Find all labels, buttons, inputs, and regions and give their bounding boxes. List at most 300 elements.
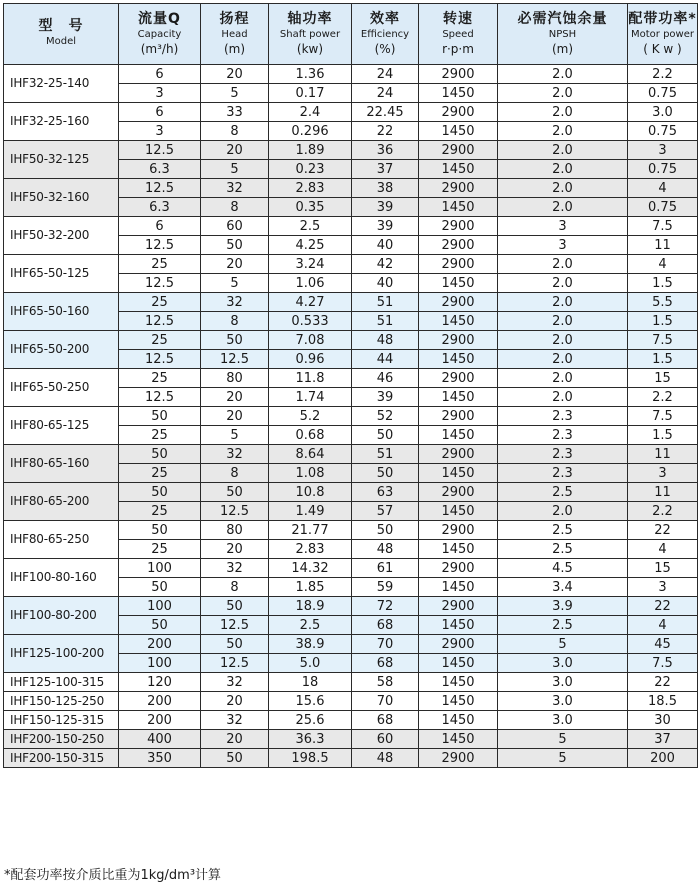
motor-power-cell: 22	[628, 521, 698, 540]
head-cell: 20	[201, 65, 269, 84]
capacity-cell: 12.5	[119, 312, 201, 331]
table-row	[4, 730, 698, 749]
header-shaft-power	[269, 4, 352, 65]
model-cell: IHF100-80-160	[4, 559, 119, 597]
speed-cell: 2900	[419, 236, 498, 255]
speed-cell: 1450	[419, 388, 498, 407]
efficiency-cell: 46	[352, 369, 419, 388]
head-cell: 80	[201, 521, 269, 540]
speed-cell: 2900	[419, 141, 498, 160]
npsh-cell: 2.0	[498, 350, 628, 369]
head-cell: 20	[201, 407, 269, 426]
model-cell: IHF80-65-125	[4, 407, 119, 445]
header-capacity-unit: (m³/h)	[140, 41, 179, 56]
model-cell: IHF50-32-160	[4, 179, 119, 217]
shaft-power-cell: 1.49	[269, 502, 352, 521]
header-model	[4, 4, 119, 65]
table-row	[4, 597, 698, 616]
head-cell: 12.5	[201, 654, 269, 673]
npsh-cell: 2.0	[498, 160, 628, 179]
speed-cell: 2900	[419, 179, 498, 198]
capacity-cell: 50	[119, 616, 201, 635]
efficiency-cell: 68	[352, 616, 419, 635]
speed-cell: 1450	[419, 692, 498, 711]
motor-power-cell: 3	[628, 464, 698, 483]
motor-power-cell: 3	[628, 578, 698, 597]
shaft-power-cell: 1.36	[269, 65, 352, 84]
head-cell: 5	[201, 84, 269, 103]
capacity-cell: 25	[119, 369, 201, 388]
head-cell: 12.5	[201, 502, 269, 521]
header-efficiency-cn: 效率	[370, 10, 400, 27]
motor-power-cell: 11	[628, 483, 698, 502]
motor-power-cell: 7.5	[628, 331, 698, 350]
motor-power-cell: 2.2	[628, 502, 698, 521]
shaft-power-cell: 0.96	[269, 350, 352, 369]
speed-cell: 1450	[419, 464, 498, 483]
table-row	[4, 407, 698, 426]
npsh-cell: 2.3	[498, 407, 628, 426]
motor-power-cell: 7.5	[628, 217, 698, 236]
model-cell: IHF200-150-315	[4, 749, 119, 768]
capacity-cell: 100	[119, 559, 201, 578]
efficiency-cell: 24	[352, 84, 419, 103]
speed-cell: 2900	[419, 103, 498, 122]
head-cell: 20	[201, 141, 269, 160]
header-model-en: Model	[45, 36, 77, 47]
efficiency-cell: 57	[352, 502, 419, 521]
shaft-power-cell: 21.77	[269, 521, 352, 540]
npsh-cell: 2.0	[498, 388, 628, 407]
capacity-cell: 6.3	[119, 160, 201, 179]
header-efficiency	[352, 4, 419, 65]
efficiency-cell: 50	[352, 426, 419, 445]
motor-power-cell: 7.5	[628, 654, 698, 673]
head-cell: 50	[201, 597, 269, 616]
capacity-cell: 50	[119, 578, 201, 597]
motor-power-cell: 2.2	[628, 388, 698, 407]
capacity-cell: 25	[119, 293, 201, 312]
motor-power-cell: 18.5	[628, 692, 698, 711]
head-cell: 5	[201, 160, 269, 179]
header-speed-unit: r·p·m	[442, 41, 474, 56]
npsh-cell: 2.3	[498, 464, 628, 483]
header-speed	[419, 4, 498, 65]
table-row	[4, 369, 698, 388]
speed-cell: 1450	[419, 312, 498, 331]
efficiency-cell: 36	[352, 141, 419, 160]
efficiency-cell: 24	[352, 65, 419, 84]
motor-power-cell: 37	[628, 730, 698, 749]
capacity-cell: 200	[119, 692, 201, 711]
efficiency-cell: 48	[352, 331, 419, 350]
header-capacity-cn: 流量Q	[138, 10, 181, 27]
efficiency-cell: 72	[352, 597, 419, 616]
model-cell: IHF80-65-250	[4, 521, 119, 559]
head-cell: 50	[201, 635, 269, 654]
npsh-cell: 2.0	[498, 179, 628, 198]
efficiency-cell: 61	[352, 559, 419, 578]
shaft-power-cell: 1.06	[269, 274, 352, 293]
header-shaft-power-en: Shaft power	[279, 28, 341, 40]
shaft-power-cell: 14.32	[269, 559, 352, 578]
speed-cell: 1450	[419, 616, 498, 635]
motor-power-cell: 45	[628, 635, 698, 654]
header-head-cn: 扬程	[219, 10, 250, 27]
motor-power-cell: 0.75	[628, 122, 698, 141]
npsh-cell: 2.0	[498, 369, 628, 388]
capacity-cell: 12.5	[119, 179, 201, 198]
model-cell: IHF50-32-200	[4, 217, 119, 255]
shaft-power-cell: 1.08	[269, 464, 352, 483]
efficiency-cell: 40	[352, 274, 419, 293]
head-cell: 20	[201, 730, 269, 749]
efficiency-cell: 51	[352, 312, 419, 331]
shaft-power-cell: 2.4	[269, 103, 352, 122]
speed-cell: 2900	[419, 521, 498, 540]
npsh-cell: 5	[498, 730, 628, 749]
head-cell: 12.5	[201, 350, 269, 369]
pump-spec-table	[3, 3, 698, 768]
header-capacity	[119, 4, 201, 65]
header-head-en: Head	[221, 28, 248, 40]
shaft-power-cell: 18	[269, 673, 352, 692]
npsh-cell: 2.5	[498, 540, 628, 559]
motor-power-cell: 1.5	[628, 312, 698, 331]
shaft-power-cell: 7.08	[269, 331, 352, 350]
npsh-cell: 2.5	[498, 616, 628, 635]
model-cell: IHF80-65-200	[4, 483, 119, 521]
speed-cell: 1450	[419, 730, 498, 749]
model-cell: IHF65-50-125	[4, 255, 119, 293]
speed-cell: 1450	[419, 711, 498, 730]
capacity-cell: 50	[119, 483, 201, 502]
head-cell: 5	[201, 274, 269, 293]
speed-cell: 1450	[419, 350, 498, 369]
head-cell: 8	[201, 122, 269, 141]
head-cell: 8	[201, 464, 269, 483]
table-row	[4, 559, 698, 578]
header-row	[4, 4, 698, 65]
motor-power-cell: 0.75	[628, 198, 698, 217]
speed-cell: 2900	[419, 749, 498, 768]
head-cell: 20	[201, 255, 269, 274]
shaft-power-cell: 38.9	[269, 635, 352, 654]
model-cell: IHF50-32-125	[4, 141, 119, 179]
capacity-cell: 100	[119, 597, 201, 616]
shaft-power-cell: 15.6	[269, 692, 352, 711]
npsh-cell: 2.0	[498, 65, 628, 84]
head-cell: 32	[201, 179, 269, 198]
npsh-cell: 5	[498, 749, 628, 768]
shaft-power-cell: 0.17	[269, 84, 352, 103]
shaft-power-cell: 5.2	[269, 407, 352, 426]
shaft-power-cell: 2.83	[269, 540, 352, 559]
table-row	[4, 483, 698, 502]
npsh-cell: 3.0	[498, 692, 628, 711]
capacity-cell: 6	[119, 65, 201, 84]
motor-power-cell: 7.5	[628, 407, 698, 426]
head-cell: 32	[201, 673, 269, 692]
table-row	[4, 331, 698, 350]
efficiency-cell: 52	[352, 407, 419, 426]
efficiency-cell: 48	[352, 540, 419, 559]
npsh-cell: 3.4	[498, 578, 628, 597]
table-row	[4, 141, 698, 160]
efficiency-cell: 63	[352, 483, 419, 502]
head-cell: 8	[201, 578, 269, 597]
header-speed-cn: 转速	[443, 10, 473, 27]
efficiency-cell: 68	[352, 654, 419, 673]
efficiency-cell: 22	[352, 122, 419, 141]
shaft-power-cell: 0.35	[269, 198, 352, 217]
capacity-cell: 6	[119, 217, 201, 236]
header-capacity-en: Capacity	[137, 28, 182, 40]
shaft-power-cell: 0.23	[269, 160, 352, 179]
motor-power-cell: 15	[628, 559, 698, 578]
head-cell: 20	[201, 540, 269, 559]
efficiency-cell: 51	[352, 445, 419, 464]
speed-cell: 1450	[419, 274, 498, 293]
model-cell: IHF150-125-315	[4, 711, 119, 730]
capacity-cell: 6	[119, 103, 201, 122]
shaft-power-cell: 5.0	[269, 654, 352, 673]
table-body	[4, 65, 698, 768]
head-cell: 8	[201, 312, 269, 331]
table-row	[4, 255, 698, 274]
shaft-power-cell: 2.5	[269, 217, 352, 236]
header-motor-power-cn: 配带功率*	[628, 10, 697, 27]
head-cell: 20	[201, 692, 269, 711]
motor-power-cell: 11	[628, 236, 698, 255]
head-cell: 32	[201, 711, 269, 730]
motor-power-cell: 4	[628, 255, 698, 274]
header-head	[201, 4, 269, 65]
shaft-power-cell: 0.68	[269, 426, 352, 445]
header-efficiency-unit: (%)	[374, 41, 396, 56]
npsh-cell: 2.0	[498, 312, 628, 331]
model-cell: IHF32-25-140	[4, 65, 119, 103]
capacity-cell: 12.5	[119, 388, 201, 407]
capacity-cell: 25	[119, 426, 201, 445]
footnote: *配套功率按介质比重为1kg/dm³计算	[4, 868, 222, 883]
speed-cell: 2900	[419, 445, 498, 464]
motor-power-cell: 5.5	[628, 293, 698, 312]
efficiency-cell: 68	[352, 711, 419, 730]
motor-power-cell: 22	[628, 597, 698, 616]
header-motor-power-unit: ( K w )	[643, 41, 682, 56]
npsh-cell: 3.0	[498, 673, 628, 692]
shaft-power-cell: 18.9	[269, 597, 352, 616]
model-cell: IHF100-80-200	[4, 597, 119, 635]
shaft-power-cell: 2.83	[269, 179, 352, 198]
table-row	[4, 749, 698, 768]
shaft-power-cell: 1.74	[269, 388, 352, 407]
npsh-cell: 2.3	[498, 426, 628, 445]
table-row	[4, 673, 698, 692]
speed-cell: 2900	[419, 407, 498, 426]
motor-power-cell: 4	[628, 616, 698, 635]
header-model-cn: 型 号	[38, 18, 84, 34]
efficiency-cell: 50	[352, 521, 419, 540]
capacity-cell: 50	[119, 445, 201, 464]
shaft-power-cell: 2.5	[269, 616, 352, 635]
header-npsh	[498, 4, 628, 65]
speed-cell: 1450	[419, 578, 498, 597]
capacity-cell: 400	[119, 730, 201, 749]
table-row	[4, 692, 698, 711]
speed-cell: 2900	[419, 65, 498, 84]
model-cell: IHF32-25-160	[4, 103, 119, 141]
speed-cell: 2900	[419, 217, 498, 236]
shaft-power-cell: 4.25	[269, 236, 352, 255]
npsh-cell: 2.0	[498, 103, 628, 122]
speed-cell: 1450	[419, 426, 498, 445]
model-cell: IHF65-50-200	[4, 331, 119, 369]
npsh-cell: 2.0	[498, 198, 628, 217]
table-row	[4, 179, 698, 198]
head-cell: 50	[201, 749, 269, 768]
capacity-cell: 50	[119, 407, 201, 426]
npsh-cell: 2.0	[498, 141, 628, 160]
speed-cell: 1450	[419, 160, 498, 179]
efficiency-cell: 38	[352, 179, 419, 198]
speed-cell: 1450	[419, 654, 498, 673]
capacity-cell: 25	[119, 464, 201, 483]
efficiency-cell: 37	[352, 160, 419, 179]
capacity-cell: 350	[119, 749, 201, 768]
shaft-power-cell: 3.24	[269, 255, 352, 274]
table-row	[4, 103, 698, 122]
motor-power-cell: 3	[628, 141, 698, 160]
motor-power-cell: 1.5	[628, 274, 698, 293]
capacity-cell: 3	[119, 84, 201, 103]
speed-cell: 1450	[419, 502, 498, 521]
efficiency-cell: 70	[352, 635, 419, 654]
header-efficiency-en: Efficiency	[360, 28, 410, 40]
table-row	[4, 635, 698, 654]
efficiency-cell: 59	[352, 578, 419, 597]
motor-power-cell: 30	[628, 711, 698, 730]
capacity-cell: 50	[119, 521, 201, 540]
shaft-power-cell: 25.6	[269, 711, 352, 730]
model-cell: IHF150-125-250	[4, 692, 119, 711]
header-npsh-cn: 必需汽蚀余量	[517, 10, 608, 27]
efficiency-cell: 50	[352, 464, 419, 483]
npsh-cell: 4.5	[498, 559, 628, 578]
efficiency-cell: 40	[352, 236, 419, 255]
motor-power-cell: 22	[628, 673, 698, 692]
model-cell: IHF65-50-250	[4, 369, 119, 407]
npsh-cell: 5	[498, 635, 628, 654]
npsh-cell: 2.0	[498, 502, 628, 521]
shaft-power-cell: 198.5	[269, 749, 352, 768]
model-cell: IHF200-150-250	[4, 730, 119, 749]
shaft-power-cell: 1.85	[269, 578, 352, 597]
head-cell: 60	[201, 217, 269, 236]
npsh-cell: 2.0	[498, 331, 628, 350]
speed-cell: 1450	[419, 84, 498, 103]
speed-cell: 2900	[419, 597, 498, 616]
npsh-cell: 2.0	[498, 293, 628, 312]
capacity-cell: 200	[119, 711, 201, 730]
capacity-cell: 200	[119, 635, 201, 654]
speed-cell: 2900	[419, 255, 498, 274]
header-npsh-unit: (m)	[551, 41, 574, 56]
table-row	[4, 711, 698, 730]
table-row	[4, 521, 698, 540]
motor-power-cell: 1.5	[628, 350, 698, 369]
head-cell: 5	[201, 426, 269, 445]
motor-power-cell: 2.2	[628, 65, 698, 84]
head-cell: 80	[201, 369, 269, 388]
speed-cell: 2900	[419, 293, 498, 312]
spec-table-container	[3, 3, 697, 768]
speed-cell: 1450	[419, 540, 498, 559]
header-motor-power-en: Motor power	[631, 28, 694, 40]
head-cell: 50	[201, 331, 269, 350]
motor-power-cell: 1.5	[628, 426, 698, 445]
efficiency-cell: 22.45	[352, 103, 419, 122]
npsh-cell: 3	[498, 236, 628, 255]
efficiency-cell: 48	[352, 749, 419, 768]
npsh-cell: 2.0	[498, 274, 628, 293]
shaft-power-cell: 1.89	[269, 141, 352, 160]
table-row	[4, 293, 698, 312]
capacity-cell: 12.5	[119, 236, 201, 255]
shaft-power-cell: 0.296	[269, 122, 352, 141]
npsh-cell: 3.9	[498, 597, 628, 616]
model-cell: IHF125-100-200	[4, 635, 119, 673]
model-cell: IHF80-65-160	[4, 445, 119, 483]
motor-power-cell: 11	[628, 445, 698, 464]
capacity-cell: 12.5	[119, 274, 201, 293]
head-cell: 12.5	[201, 616, 269, 635]
shaft-power-cell: 11.8	[269, 369, 352, 388]
speed-cell: 1450	[419, 122, 498, 141]
capacity-cell: 100	[119, 654, 201, 673]
shaft-power-cell: 36.3	[269, 730, 352, 749]
npsh-cell: 2.3	[498, 445, 628, 464]
head-cell: 33	[201, 103, 269, 122]
speed-cell: 2900	[419, 331, 498, 350]
head-cell: 20	[201, 388, 269, 407]
shaft-power-cell: 0.533	[269, 312, 352, 331]
capacity-cell: 25	[119, 540, 201, 559]
motor-power-cell: 200	[628, 749, 698, 768]
npsh-cell: 2.0	[498, 122, 628, 141]
speed-cell: 2900	[419, 369, 498, 388]
motor-power-cell: 15	[628, 369, 698, 388]
npsh-cell: 2.0	[498, 84, 628, 103]
motor-power-cell: 4	[628, 179, 698, 198]
head-cell: 32	[201, 293, 269, 312]
capacity-cell: 12.5	[119, 141, 201, 160]
efficiency-cell: 58	[352, 673, 419, 692]
capacity-cell: 12.5	[119, 350, 201, 369]
npsh-cell: 3.0	[498, 654, 628, 673]
capacity-cell: 25	[119, 331, 201, 350]
efficiency-cell: 70	[352, 692, 419, 711]
efficiency-cell: 60	[352, 730, 419, 749]
table-row	[4, 445, 698, 464]
speed-cell: 1450	[419, 673, 498, 692]
header-shaft-power-unit: (kw)	[296, 41, 324, 56]
efficiency-cell: 39	[352, 388, 419, 407]
header-speed-en: Speed	[442, 28, 474, 40]
head-cell: 8	[201, 198, 269, 217]
model-cell: IHF65-50-160	[4, 293, 119, 331]
